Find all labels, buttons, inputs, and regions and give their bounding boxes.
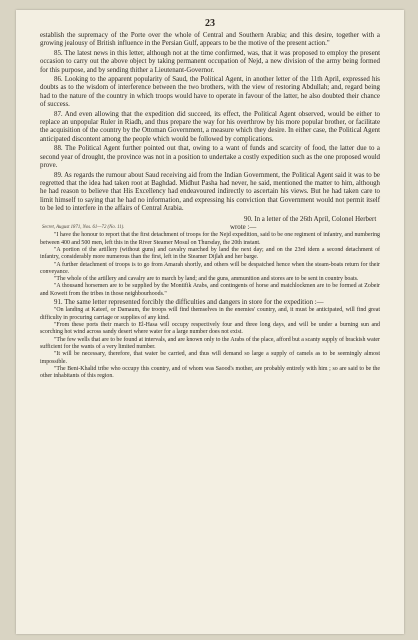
paragraph-90-row [40,216,380,233]
paragraph-88: 88. The Political Agent further pointed out that, owing to a want of funds and scarcity of food, the latter due to a second year of drought, the province was not in a position to undertake a costly expedition such as the one proposed would prove. [40,145,380,170]
paragraph-89: 89. As regards the rumour about Saud receiving aid from the Indian Government, the Political Agent said it was to be regretted that the idea had taken root at Baghdad. Midhut Pasha had never, he said, mentioned the matter to him, although he had reason to believe that His Excellency had endeavoured indirectly to ascertain his views. But he had taken care to limit himself to saying that he had no information, and expressing his conviction that Government would not permit itself to be led to interfere in the affairs of Central Arabia. [40,171,380,213]
quote-block: "It will be necessary, therefore, that water be carried, and thus will demand so large a supply of camels as to be seemingly almost impossible. [40,351,380,365]
page-number: 23 [205,18,215,29]
page-content [40,18,380,380]
quote-block: "I have the honour to report that the first detachment of troops for the Nejd expedition, said to be one regiment of infantry, and numbering between 400 and 500 men, left this in the River Steamer Mosul on Thursday, the 20th instant. [40,232,380,246]
quote-block: "A portion of the artillery (without guns) and cavalry marched by land the next day; and on the 23rd idem a second detachment of infantry, considerably more numerous than the first, left in the Steamer Dijlah and her barge. [40,246,380,261]
paragraph-intro: establish the supremacy of the Porte over the whole of Central and Southern Arabia; and this desire, together with a growing jealousy of British influence in the Persian Gulf, appears to be the motive of the present action." [40,32,380,48]
quote-block: "The whole of the artillery and cavalry are to march by land; and the guns, ammunition and stores are to be sent in country boats. [54,276,359,283]
quote-block: "The Beni-Khalid tribe who occupy this country, and of whom was Saood's mother, are probably entirely with him ; so are said to be the other inhabitants of this region. [40,365,380,380]
quote-block: "A further detachment of troops is to go from Amarah shortly, and others will be despatched hence when the steam-boats return for their conveyance. [40,261,380,275]
quote-block: "From these ports their march to El-Hasa will occupy respectively four and three long days, and will be under a burning sun and scorching hot wind across sandy desert where water for a large number does not exist. [40,322,380,336]
quote-block: "The few wells that are to be found at intervals, and are known only to the Arabs of the place, afford but a scanty supply of brackish water sufficient for the wants of a very limited number. [40,336,380,350]
paragraph-91: 91. The same letter represented forcibly the difficulties and dangers in store for the expedition :— [54,299,324,307]
paragraph-87: 87. And even allowing that the expedition did succeed, its effect, the Political Agent observed, would be either to replace an unpopular Ruler in Riadh, and thus prepare the way for his overthrow by his more popular brother, or facilitate the acquisition of the country by the Ottoman Government, a measure which they desire. In either case, the Political Agent anticipated discontent among the people which would be followed by complications. [40,110,380,143]
paragraph-90: 90. In a letter of the 26th April, Colonel Herbert wrote :— [230,215,377,231]
paragraph-85: 85. The latest news in this letter, although not at the time confirmed, was, that it was proposed to employ the present occasion to carry out the above object by taking permanent occupation of Nejd, a new division of the army being formed for this purpose, and by sending thither a Lieutenant-Governor. [40,49,380,74]
marginal-reference: Secret, August 1871, Nos. 61—72 (No. 11). [42,224,125,230]
quote-block: "On landing at Kateef, or Damaum, the troops will find themselves in the enemies' country, and, it must be anticipated, will find great difficulty in procuring carriage or supplies of any kind. [40,307,380,321]
quote-block: "A thousand horsemen are to be supplied by the Montifik Arabs, and contingents of horse and matchlockmen are to be formed at Zobeir and Koweit from the tribes in those neighbourhoods." [40,283,380,297]
paragraph-86: 86. Looking to the apparent popularity of Saud, the Political Agent, in another letter of the 11th April, expressed his doubts as to the wisdom of interference between the two brothers, with the view of restoring Abdullah; and, regard being had to the nature of the country in which troops would have to operate in favour of the latter, he also doubted their chance of success. [40,76,380,109]
document-page [16,10,404,634]
